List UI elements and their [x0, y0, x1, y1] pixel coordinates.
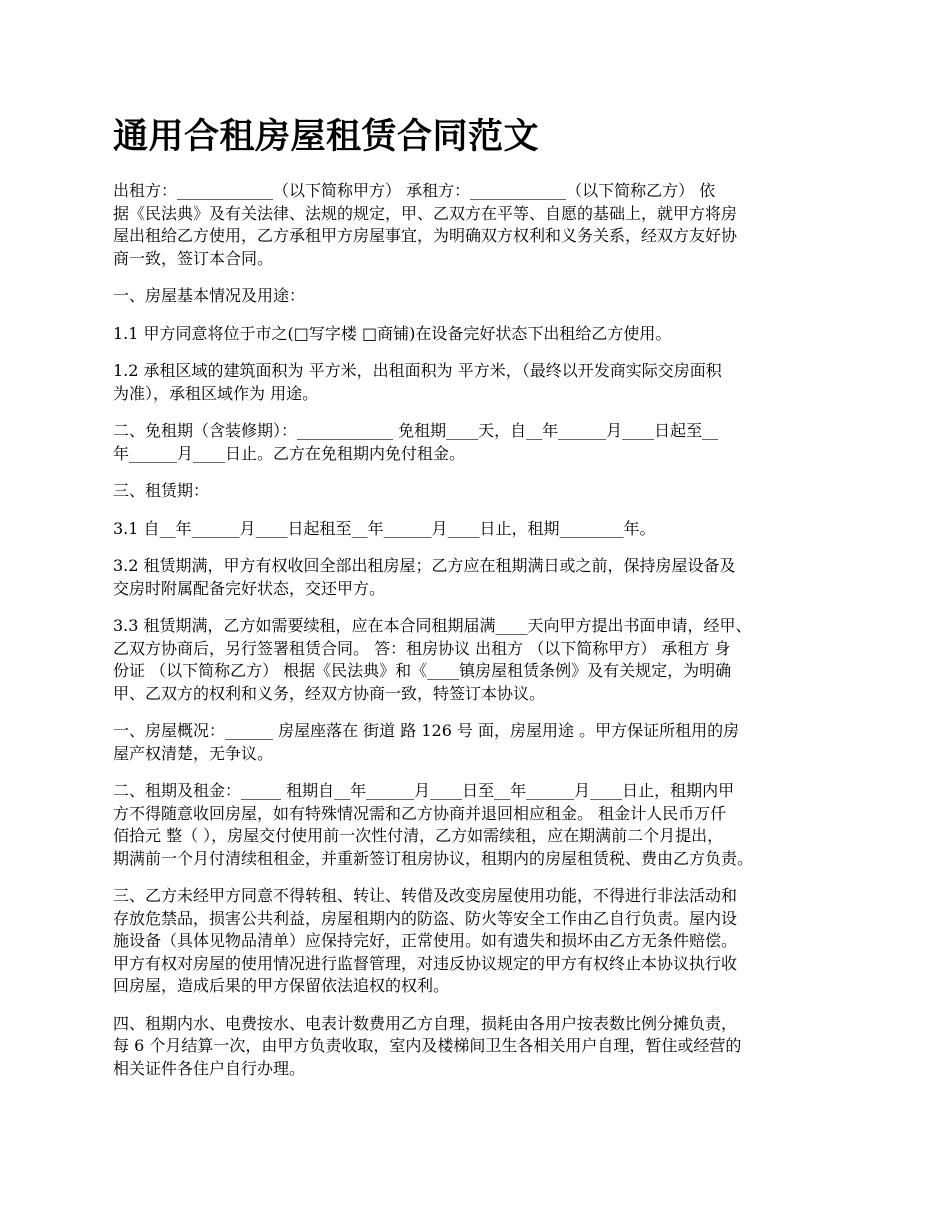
paragraph-line: 施设备（具体见物品清单）应保持完好，正常使用。如有遗失和损坏由乙方无条件赔偿。: [113, 931, 738, 950]
document-body: [113, 180, 858, 1095]
paragraph-line: 甲方有权对房屋的使用情况进行监督管理，对违反协议规定的甲方有权终止本协议执行收: [113, 953, 738, 973]
paragraph-line: 一、房屋概况：______ 房屋座落在 街道 路 126 号 面，房屋用途 。甲方保证所租用的房: [113, 721, 740, 740]
paragraph-line: 相关证件各住户自行办理。: [113, 1058, 306, 1078]
paragraph-line: 期满前一个月付清续租租金，并重新签订租房协议，租期内的房屋租赁税、费由乙方负责。: [113, 848, 754, 868]
paragraph: [113, 420, 858, 465]
paragraph-line: 二、免租期（含装修期）：____________ 免租期____天，自__年______月____日起至__: [113, 421, 719, 440]
paragraph-line: 一、房屋基本情况及用途：: [113, 286, 306, 305]
paragraph-line: 据《民法典》及有关法律、法规的规定，甲、乙双方在平等、自愿的基础上，就甲方将房: [113, 203, 738, 223]
paragraph: [113, 780, 858, 870]
paragraph-line: 屋产权清楚，无争议。: [113, 743, 274, 763]
paragraph-line: 三、租赁期：: [113, 481, 210, 500]
paragraph: [113, 480, 858, 503]
paragraph: [113, 285, 858, 308]
paragraph: [113, 1013, 858, 1081]
paragraph: [113, 720, 858, 765]
paragraph-line: 为准），承租区域作为 用途。: [113, 383, 319, 403]
paragraph-line: 佰拾元 整（ ），房屋交付使用前一次性付清，乙方如需续租，应在期满前二个月提出，: [113, 826, 724, 845]
paragraph-line: 每 6 个月结算一次，由甲方负责收取，室内及楼梯间卫生各相关用户自理，暂住或经营的: [113, 1036, 742, 1055]
paragraph-line: 存放危禁品，损害公共利益，房屋租期内的防盗、防火等安全工作由乙自行负责。屋内设: [113, 908, 738, 928]
paragraph-line: 交房时附属配备完好状态，交还甲方。: [113, 578, 386, 598]
paragraph-line: 出租方：____________（以下简称甲方） 承租方：____________（以下简称乙方） 依: [113, 181, 716, 200]
paragraph-line: 3.1 自__年______月____日起租至__年______月____日止，租期________年。: [113, 518, 656, 538]
paragraph: [113, 360, 858, 405]
paragraph-line: 回房屋，造成后果的甲方保留依法追权的权利。: [113, 976, 450, 995]
paragraph-line: 三、乙方未经甲方同意不得转租、转让、转借及改变房屋使用功能，不得进行非法活动和: [113, 886, 738, 905]
paragraph-line: 份证 （以下简称乙方） 根据《民法典》和《____镇房屋租赁条例》及有关规定，为明确: [113, 661, 732, 680]
paragraph-line: 商一致，签订本合同。: [113, 248, 274, 268]
paragraph: [113, 323, 858, 346]
paragraph-line: 3.2 租赁期满，甲方有权收回全部出租房屋；乙方应在租期满日或之前，保持房屋设备及: [113, 556, 736, 575]
paragraph-line: 方不得随意收回房屋，如有特殊情况需和乙方协商并退回相应租金。 租金计人民币万仟: [113, 803, 727, 823]
paragraph: [113, 518, 858, 541]
paragraph-line: 屋出租给乙方使用，乙方承租甲方房屋事宜，为明确双方权利和义务关系，经双方友好协: [113, 226, 738, 245]
paragraph-line: 1.2 承租区域的建筑面积为 平方米，出租面积为 平方米，（最终以开发商实际交房面积: [113, 361, 722, 380]
paragraph-line: 甲、乙双方的权利和义务，经双方协商一致，特签订本协议。: [113, 683, 546, 703]
paragraph: [113, 180, 858, 270]
paragraph-line: 3.3 租赁期满，乙方如需要续租，应在本合同租期届满____天向甲方提出书面申请，经甲、: [113, 616, 752, 635]
paragraph-line: 年______月____日止。乙方在免租期内免付租金。: [113, 443, 466, 463]
paragraph-line: 二、租期及租金：_____ 租期自__年______月____日至__年______月____日止，租期内甲: [113, 781, 735, 800]
paragraph: [113, 555, 858, 600]
paragraph: [113, 885, 858, 998]
page-title: 通用合租房屋租赁合同范文: [113, 116, 540, 157]
paragraph: [113, 615, 858, 705]
paragraph-line: 四、租期内水、电费按水、电表计数费用乙方自理，损耗由各用户按表数比例分摊负责，: [113, 1013, 738, 1033]
paragraph-line: 1.1 甲方同意将位于市之(□写字楼 □商铺)在设备完好状态下出租给乙方使用。: [113, 323, 672, 343]
paragraph-line: 乙双方协商后，另行签署租赁合同。 答：租房协议 出租方 （以下简称甲方） 承租方 身: [113, 638, 731, 658]
